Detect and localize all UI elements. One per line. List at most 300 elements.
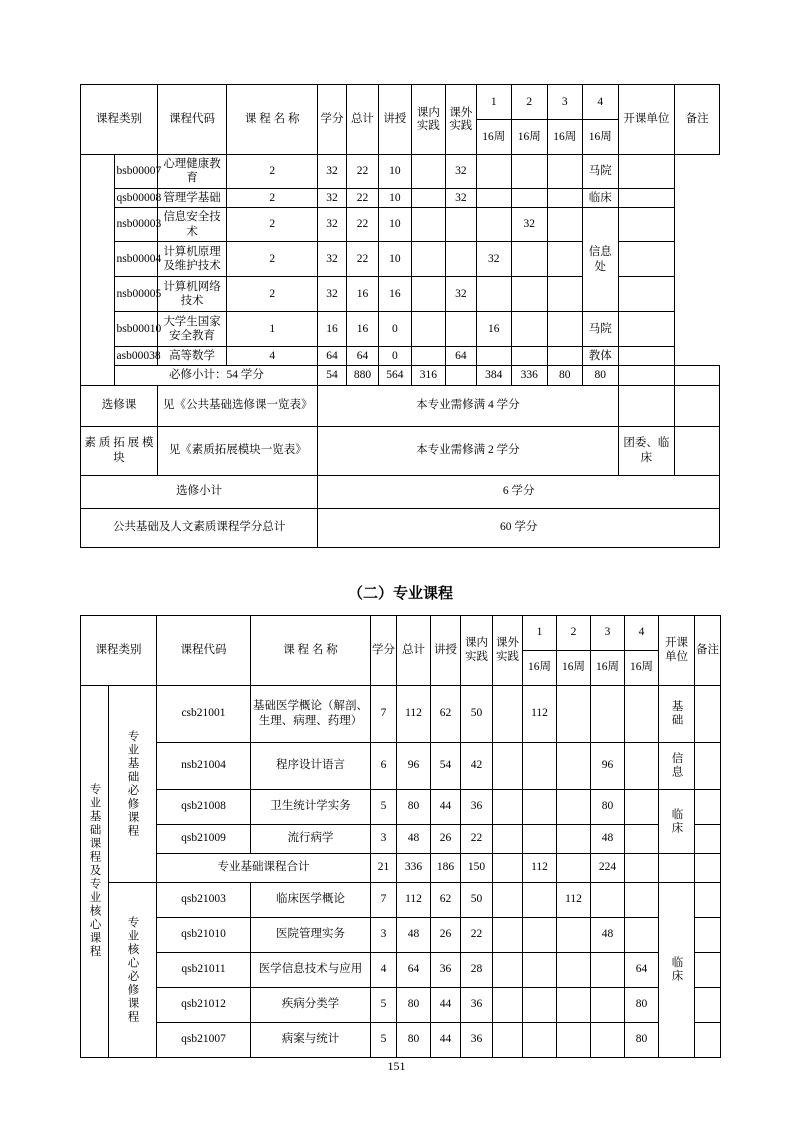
header-term4-weeks: 16周 [583, 120, 619, 155]
cell-term4 [625, 685, 659, 742]
cell-in-practice: 0 [379, 311, 411, 346]
header-out-practice: 课外实践 [446, 85, 476, 155]
cell-lecture: 62 [431, 882, 461, 917]
subtotal-unit [618, 366, 675, 385]
cell-credit: 1 [227, 311, 318, 346]
cell-in-practice: 22 [461, 917, 493, 952]
cell-credit: 2 [227, 155, 318, 189]
cell-lecture: 62 [431, 685, 461, 742]
cell-out-practice [411, 208, 445, 242]
table-row [81, 685, 721, 742]
cell-in-practice: 28 [461, 952, 493, 987]
subtotal-total: 336 [397, 853, 431, 882]
cell-term4 [625, 882, 659, 917]
subtotal-term1: 112 [523, 853, 557, 882]
subtotal-lecture: 564 [379, 366, 411, 385]
cell-unit: 马院 [583, 311, 619, 346]
cell-credit: 2 [227, 241, 318, 276]
professional-courses-table [80, 615, 721, 1058]
cell-term4 [625, 742, 659, 789]
cell-term3 [591, 1022, 625, 1057]
cell-out-practice [493, 789, 523, 824]
header-term4-num: 4 [625, 615, 659, 650]
table-row [81, 987, 721, 1022]
cell-name: 基础医学概论（解剖、生理、病理、药理） [251, 685, 371, 742]
cell-out-practice [493, 742, 523, 789]
cell-in-practice: 10 [379, 241, 411, 276]
cell-code: qsb21007 [157, 1022, 251, 1057]
cell-term1 [446, 241, 476, 276]
header-term3-weeks: 16周 [591, 650, 625, 685]
cell-term1 [523, 789, 557, 824]
cell-unit: 基础 [659, 685, 695, 742]
cell-lecture: 44 [431, 789, 461, 824]
header-term2-num: 2 [557, 615, 591, 650]
cell-total: 48 [397, 917, 431, 952]
cell-in-practice: 36 [461, 789, 493, 824]
cell-lecture: 22 [346, 188, 378, 207]
cell-in-practice: 10 [379, 208, 411, 242]
cell-term2: 32 [476, 241, 512, 276]
cell-term2 [557, 742, 591, 789]
header-term1-num: 1 [523, 615, 557, 650]
header-term1-num: 1 [476, 85, 512, 120]
subtotal-in-practice: 316 [411, 366, 445, 385]
cell-name: 心理健康教育 [158, 155, 227, 189]
cell-in-practice: 36 [461, 1022, 493, 1057]
cell-credit: 2 [227, 276, 318, 311]
table-row [81, 952, 721, 987]
cell-term1: 32 [446, 188, 476, 207]
cell-term3 [591, 987, 625, 1022]
subtotal-total: 880 [346, 366, 378, 385]
cell-in-practice: 22 [461, 824, 493, 853]
table-row [81, 276, 720, 311]
cell-term3: 96 [591, 742, 625, 789]
cell-out-practice [411, 346, 445, 365]
cell-out-practice [493, 685, 523, 742]
cell-credit: 3 [371, 824, 397, 853]
cell-lecture: 44 [431, 1022, 461, 1057]
cell-name: 大学生国家安全教育 [158, 311, 227, 346]
cell-out-practice [411, 276, 445, 311]
table-row [81, 789, 721, 824]
cell-total: 64 [397, 952, 431, 987]
cell-term3 [512, 311, 548, 346]
cell-out-practice [493, 824, 523, 853]
cell-code: nsb00005 [115, 276, 158, 311]
cell-total: 112 [397, 685, 431, 742]
subtotal-term3: 80 [547, 366, 583, 385]
table-row [81, 882, 721, 917]
cell-term4 [625, 824, 659, 853]
public-basic-courses-table [80, 84, 720, 548]
cell-in-practice: 10 [379, 155, 411, 189]
cell-term1 [446, 208, 476, 242]
subtotal-term4 [625, 853, 659, 882]
subtotal-in-practice: 150 [461, 853, 493, 882]
cell-code: qsb21010 [157, 917, 251, 952]
cell-name: 信息安全技术 [158, 208, 227, 242]
table-row [81, 824, 721, 853]
cell-lecture: 26 [431, 824, 461, 853]
header-total: 总计 [346, 85, 378, 155]
cell-term3 [591, 685, 625, 742]
cell-unit: 教体 [583, 346, 619, 365]
header-out-practice: 课外实践 [493, 615, 523, 685]
cell-term2 [476, 155, 512, 189]
cell-code: qsb21011 [157, 952, 251, 987]
cell-term1 [523, 1022, 557, 1057]
cell-remark [618, 155, 675, 189]
cell-term4 [547, 276, 583, 311]
cell-remark [695, 789, 721, 824]
cell-name: 医学信息技术与应用 [251, 952, 371, 987]
page-number: 151 [387, 1059, 406, 1073]
cell-lecture: 22 [346, 208, 378, 242]
quality-module-row [81, 426, 720, 475]
header-name: 课 程 名 称 [251, 615, 371, 685]
cell-remark [618, 188, 675, 207]
cell-name: 计算机原理及维护技术 [158, 241, 227, 276]
cell-name: 病案与统计 [251, 1022, 371, 1057]
cell-term3: 32 [512, 208, 548, 242]
cell-credit: 5 [371, 987, 397, 1022]
cell-credit: 6 [371, 742, 397, 789]
cell-term2 [557, 952, 591, 987]
cell-term1 [446, 311, 476, 346]
cell-term2: 112 [557, 882, 591, 917]
elective-ref: 见《公共基础选修课一览表》 [158, 385, 318, 426]
cell-code: bsb00007 [115, 155, 158, 189]
header-code: 课程代码 [157, 615, 251, 685]
cell-term2 [476, 346, 512, 365]
cell-out-practice [411, 155, 445, 189]
quality-remark [675, 426, 720, 475]
cell-remark [618, 276, 675, 311]
cell-term3 [512, 241, 548, 276]
cell-out-practice [411, 241, 445, 276]
subtotal-term1: 384 [476, 366, 512, 385]
cell-in-practice: 16 [379, 276, 411, 311]
cell-term3 [512, 276, 548, 311]
cell-unit: 临床 [583, 188, 619, 207]
group2-unit: 临床 [659, 882, 695, 1057]
cell-in-practice: 50 [461, 882, 493, 917]
quality-unit: 团委、临床 [618, 426, 675, 475]
header-credit: 学分 [318, 85, 346, 155]
cell-term3 [591, 952, 625, 987]
header-term2-weeks: 16周 [512, 120, 548, 155]
quality-ref: 见《素质拓展模块一览表》 [158, 426, 318, 475]
table-header-row [81, 85, 720, 120]
cell-remark [695, 824, 721, 853]
subtotal-term3: 224 [591, 853, 625, 882]
cell-term4 [547, 155, 583, 189]
subtotal-lecture: 186 [431, 853, 461, 882]
subtotal-term4: 80 [583, 366, 619, 385]
elective-remark [675, 385, 720, 426]
cell-term1 [523, 882, 557, 917]
cell-name: 卫生统计学实务 [251, 789, 371, 824]
table-row [81, 1022, 721, 1057]
cell-term4 [547, 188, 583, 207]
header-unit: 开课单位 [618, 85, 675, 155]
cell-term3 [512, 188, 548, 207]
cell-in-practice: 0 [379, 346, 411, 365]
cell-lecture: 44 [431, 987, 461, 1022]
cell-term3: 80 [591, 789, 625, 824]
cell-in-practice: 50 [461, 685, 493, 742]
cell-lecture: 16 [346, 311, 378, 346]
cell-total: 112 [397, 882, 431, 917]
cell-total: 32 [318, 276, 346, 311]
cell-credit: 2 [227, 188, 318, 207]
header-unit: 开课单位 [659, 615, 695, 685]
table-row [81, 311, 720, 346]
subtotal-label: 必修小计：54 学分 [115, 366, 318, 385]
subtotal-row [81, 853, 721, 882]
cell-unit: 信息 [659, 742, 695, 789]
header-in-practice: 课内实践 [461, 615, 493, 685]
cell-name: 流行病学 [251, 824, 371, 853]
cell-total: 80 [397, 1022, 431, 1057]
table-row [81, 188, 720, 207]
table2-header-row [81, 615, 721, 650]
cell-out-practice [493, 952, 523, 987]
row-category-blank [81, 155, 115, 386]
header-term4-num: 4 [583, 85, 619, 120]
header-term3-num: 3 [591, 615, 625, 650]
cell-term4 [625, 917, 659, 952]
cell-name: 程序设计语言 [251, 742, 371, 789]
cell-code: asb00038 [115, 346, 158, 365]
cell-total: 32 [318, 188, 346, 207]
cell-credit: 5 [371, 789, 397, 824]
cell-lecture: 22 [346, 155, 378, 189]
cell-code: csb21001 [157, 685, 251, 742]
table-row [81, 742, 721, 789]
subtotal-term2 [557, 853, 591, 882]
cell-lecture: 26 [431, 917, 461, 952]
cell-term2 [557, 987, 591, 1022]
cell-remark [695, 882, 721, 917]
cell-term4 [547, 208, 583, 242]
cell-lecture: 54 [431, 742, 461, 789]
cell-remark [695, 917, 721, 952]
subtotal-credit: 21 [371, 853, 397, 882]
header-lecture: 讲授 [379, 85, 411, 155]
elective-label: 选修课 [81, 385, 158, 426]
header-in-practice: 课内实践 [411, 85, 445, 155]
cell-remark [695, 1022, 721, 1057]
header-category: 课程类别 [81, 615, 157, 685]
cell-term2 [557, 1022, 591, 1057]
cell-credit: 2 [227, 208, 318, 242]
cell-code: nsb00004 [115, 241, 158, 276]
cell-term4 [547, 311, 583, 346]
cell-code: bsb00010 [115, 311, 158, 346]
cell-term1: 112 [523, 685, 557, 742]
cell-remark [695, 952, 721, 987]
big-category-label: 专业基础课程及专业核心课程 [81, 685, 109, 1057]
cell-total: 64 [318, 346, 346, 365]
cell-term2 [557, 824, 591, 853]
cell-remark [695, 685, 721, 742]
cell-total: 32 [318, 208, 346, 242]
cell-total: 80 [397, 789, 431, 824]
cell-term2 [557, 917, 591, 952]
cell-remark [618, 208, 675, 242]
header-term2-num: 2 [512, 85, 548, 120]
elective-subtotal-value: 6 学分 [318, 475, 720, 508]
cell-out-practice [493, 987, 523, 1022]
header-term3-num: 3 [547, 85, 583, 120]
cell-remark [618, 346, 675, 365]
cell-term2 [557, 685, 591, 742]
cell-credit: 7 [371, 882, 397, 917]
subtotal-unit [659, 853, 695, 882]
cell-out-practice [493, 917, 523, 952]
subtotal-out-practice [493, 853, 523, 882]
table-row [81, 241, 720, 276]
cell-out-practice [411, 188, 445, 207]
cell-remark [695, 742, 721, 789]
subtotal-term2: 336 [512, 366, 548, 385]
cell-code: nsb21004 [157, 742, 251, 789]
cell-term2 [476, 208, 512, 242]
cell-credit: 7 [371, 685, 397, 742]
cell-term2 [476, 276, 512, 311]
cell-term4 [625, 789, 659, 824]
table-row [81, 346, 720, 365]
header-term3-weeks: 16周 [547, 120, 583, 155]
header-lecture: 讲授 [431, 615, 461, 685]
cell-term4 [547, 346, 583, 365]
quality-label: 素 质 拓 展 模 块 [81, 426, 158, 475]
elective-subtotal-row [81, 475, 720, 508]
cell-credit: 5 [371, 1022, 397, 1057]
header-name: 课 程 名 称 [227, 85, 318, 155]
table-row [81, 155, 720, 189]
cell-name: 疾病分类学 [251, 987, 371, 1022]
cell-in-practice: 10 [379, 188, 411, 207]
cell-term1 [523, 917, 557, 952]
cell-lecture: 36 [431, 952, 461, 987]
cell-term4: 64 [625, 952, 659, 987]
table-row [81, 917, 721, 952]
cell-term1: 32 [446, 276, 476, 311]
cell-name: 计算机网络技术 [158, 276, 227, 311]
cell-term3 [591, 882, 625, 917]
cell-term3: 48 [591, 917, 625, 952]
cell-term1 [523, 987, 557, 1022]
cell-name: 医院管理实务 [251, 917, 371, 952]
cell-code: qsb21008 [157, 789, 251, 824]
cell-term2 [476, 188, 512, 207]
cell-term4: 80 [625, 987, 659, 1022]
cell-unit-info: 信息处 [583, 208, 619, 312]
subtotal-label: 专业基础课程合计 [157, 853, 371, 882]
header-term2-weeks: 16周 [557, 650, 591, 685]
cell-unit: 马院 [583, 155, 619, 189]
group1-label: 专业基础必修课程 [109, 685, 157, 882]
cell-term2 [557, 789, 591, 824]
cell-name: 管理学基础 [158, 188, 227, 207]
cell-term1: 32 [446, 155, 476, 189]
cell-out-practice [493, 1022, 523, 1057]
cell-total: 16 [318, 311, 346, 346]
cell-code: qsb21003 [157, 882, 251, 917]
cell-term3 [512, 346, 548, 365]
header-remark: 备注 [695, 615, 721, 685]
cell-term3: 48 [591, 824, 625, 853]
subtotal-row [81, 366, 720, 385]
cell-lecture: 22 [346, 241, 378, 276]
header-term4-weeks: 16周 [625, 650, 659, 685]
cell-total: 80 [397, 987, 431, 1022]
elective-row [81, 385, 720, 426]
elective-unit [618, 385, 675, 426]
header-total: 总计 [397, 615, 431, 685]
cell-in-practice: 42 [461, 742, 493, 789]
cell-term1 [523, 952, 557, 987]
cell-term4: 80 [625, 1022, 659, 1057]
subtotal-out-practice [446, 366, 476, 385]
cell-unit: 临床 [659, 789, 695, 853]
cell-term4 [547, 241, 583, 276]
section-title: （二）专业课程 [347, 585, 453, 602]
cell-credit: 4 [371, 952, 397, 987]
cell-total: 96 [397, 742, 431, 789]
subtotal-credit: 54 [318, 366, 346, 385]
header-remark: 备注 [675, 85, 720, 155]
header-code: 课程代码 [158, 85, 227, 155]
cell-code: qsb00008 [115, 188, 158, 207]
grand-total-label: 公共基础及人文素质课程学分总计 [81, 508, 318, 547]
cell-total: 32 [318, 155, 346, 189]
cell-remark [618, 241, 675, 276]
cell-credit: 4 [227, 346, 318, 365]
grand-total-row [81, 508, 720, 547]
cell-term2: 16 [476, 311, 512, 346]
cell-code: qsb21009 [157, 824, 251, 853]
cell-code: nsb00003 [115, 208, 158, 242]
cell-code: qsb21012 [157, 987, 251, 1022]
elective-note: 本专业需修满 4 学分 [318, 385, 618, 426]
cell-term1 [523, 824, 557, 853]
cell-out-practice [493, 882, 523, 917]
cell-total: 32 [318, 241, 346, 276]
cell-name: 高等数学 [158, 346, 227, 365]
cell-out-practice [411, 311, 445, 346]
cell-lecture: 64 [346, 346, 378, 365]
grand-total-value: 60 学分 [318, 508, 720, 547]
header-credit: 学分 [371, 615, 397, 685]
cell-remark [695, 987, 721, 1022]
elective-subtotal-label: 选修小计 [81, 475, 318, 508]
table-row [81, 208, 720, 242]
subtotal-remark [675, 366, 720, 385]
cell-credit: 3 [371, 917, 397, 952]
cell-lecture: 16 [346, 276, 378, 311]
cell-name: 临床医学概论 [251, 882, 371, 917]
quality-note: 本专业需修满 2 学分 [318, 426, 618, 475]
cell-term3 [512, 155, 548, 189]
cell-term1: 64 [446, 346, 476, 365]
cell-in-practice: 36 [461, 987, 493, 1022]
header-term1-weeks: 16周 [476, 120, 512, 155]
